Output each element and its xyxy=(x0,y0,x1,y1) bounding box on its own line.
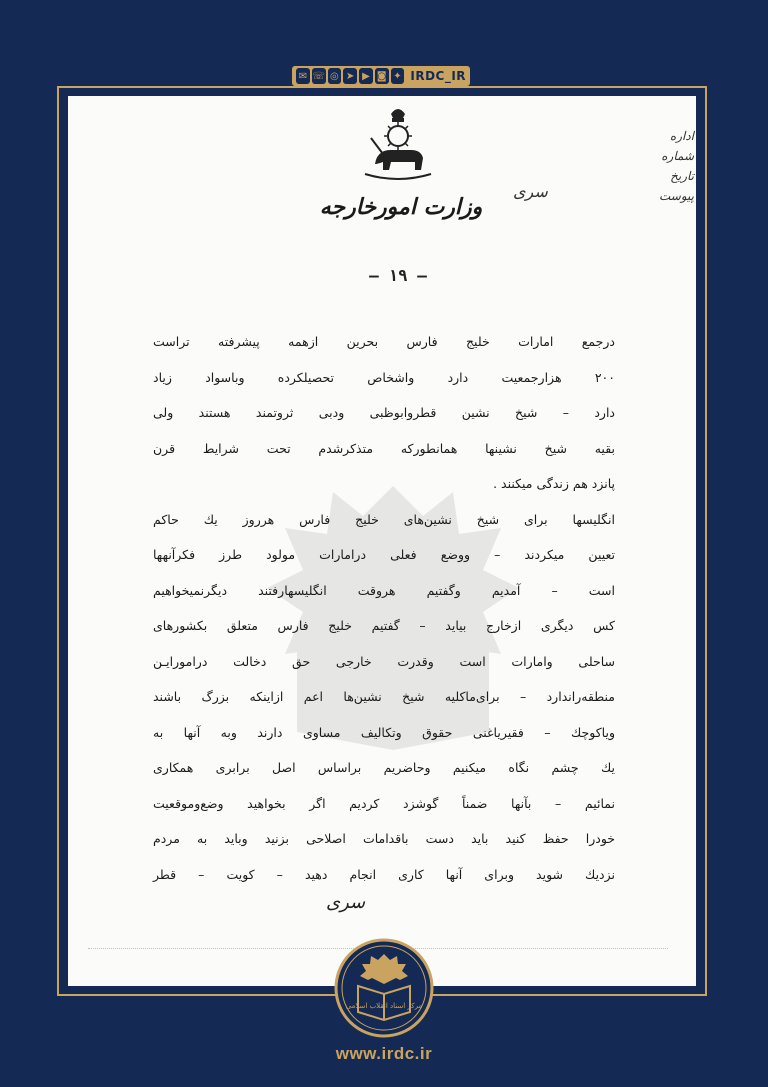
margin-note-office: اداره xyxy=(669,129,694,143)
text-line: خودرا حفظ کنید باید دست باقدامات اصلاحی بزنید وباید به مردم xyxy=(153,831,615,846)
text-line: منطقه‌راندارد – برای‌ماکلیه شیخ نشین‌ها اعم ازاینکه بزرگ باشند xyxy=(153,689,615,704)
text-line: است – آمدیم وگفتیم هروقت انگلیسهارفتند دیگرنمیخواهیم xyxy=(153,582,615,598)
youtube-icon[interactable]: ▶ xyxy=(359,68,373,84)
social-bar xyxy=(292,66,470,86)
text-line: نمائیم – بآنها ضمناً گوشزد کردیم اگر بخواهید وضع‌وموقعیت xyxy=(153,795,615,811)
text-line: بقیه شیخ نشینها همانطورکه متذکرشدم تحت شرایط قرن xyxy=(153,440,615,456)
envelope-icon[interactable]: ✉ xyxy=(296,68,310,84)
social-handle[interactable]: IRDC_IR xyxy=(410,69,467,83)
text-line: نزدیك شوید وبرای آنها کاری انجام دهید – کویت – قطر xyxy=(153,866,615,882)
twitter-icon[interactable]: ✦ xyxy=(391,68,405,84)
text-line: پانزد هم زندگی میکنند . xyxy=(493,476,615,491)
text-line: دارد – شیخ نشین قطروابوظبی ودبی ثروتمند هستند ولی xyxy=(153,405,615,420)
document-page xyxy=(68,96,696,986)
margin-note-attachment: پیوست xyxy=(659,189,694,203)
document-body xyxy=(153,324,615,892)
logo-text: مرکز اسناد انقلاب اسلامی xyxy=(345,1002,423,1010)
margin-note-number: شماره xyxy=(661,149,694,163)
text-line: تعیین میکردند – ووضع فعلی درامارات مولود طرز فکرآنهها xyxy=(153,547,615,562)
lion-and-sun-emblem-icon xyxy=(361,104,435,182)
telegram-icon[interactable]: ➤ xyxy=(343,68,357,84)
text-line: ویاکوچك – فقیریاغنی حقوق وتکالیف مساوی دارند وبه آنها به xyxy=(153,724,615,740)
website-link[interactable]: www.irdc.ir xyxy=(335,1044,433,1063)
text-line: انگلیسها برای شیخ نشین‌های خلیج فارس هرروز یك حاکم xyxy=(153,511,615,527)
text-line: درجمع امارات خلیج فارس بحرین ازهمه پیشرفته تراست xyxy=(153,334,615,349)
text-line: ساحلی وامارات است وقدرت خارجی حق دخالت درامورایـن xyxy=(153,653,615,669)
irdc-logo[interactable] xyxy=(334,938,434,1038)
ministry-title: وزارت امورخارجه xyxy=(319,194,483,220)
instagram-icon[interactable]: ◙ xyxy=(375,68,389,84)
secret-stamp-bottom: سری xyxy=(326,892,366,913)
whatsapp-icon[interactable]: ☏ xyxy=(312,68,326,84)
aparat-icon[interactable]: ◎ xyxy=(328,68,342,84)
text-line: ۲۰۰ هزارجمعیت دارد واشخاص تحصیلکرده وباسواد زیاد xyxy=(153,369,615,385)
secret-stamp-top: سری xyxy=(513,182,548,201)
margin-note-date: تاریخ xyxy=(670,169,694,183)
page-number: – ۱۹ – xyxy=(369,266,427,285)
text-line: یك چشم نگاه میکنیم وحاضریم براساس اصل برابری همکاری xyxy=(153,760,615,775)
text-line: کس دیگری ازخارج بیاید – گفتیم خلیج فارس متعلق بکشورهای xyxy=(153,618,615,633)
margin-note xyxy=(654,126,694,206)
